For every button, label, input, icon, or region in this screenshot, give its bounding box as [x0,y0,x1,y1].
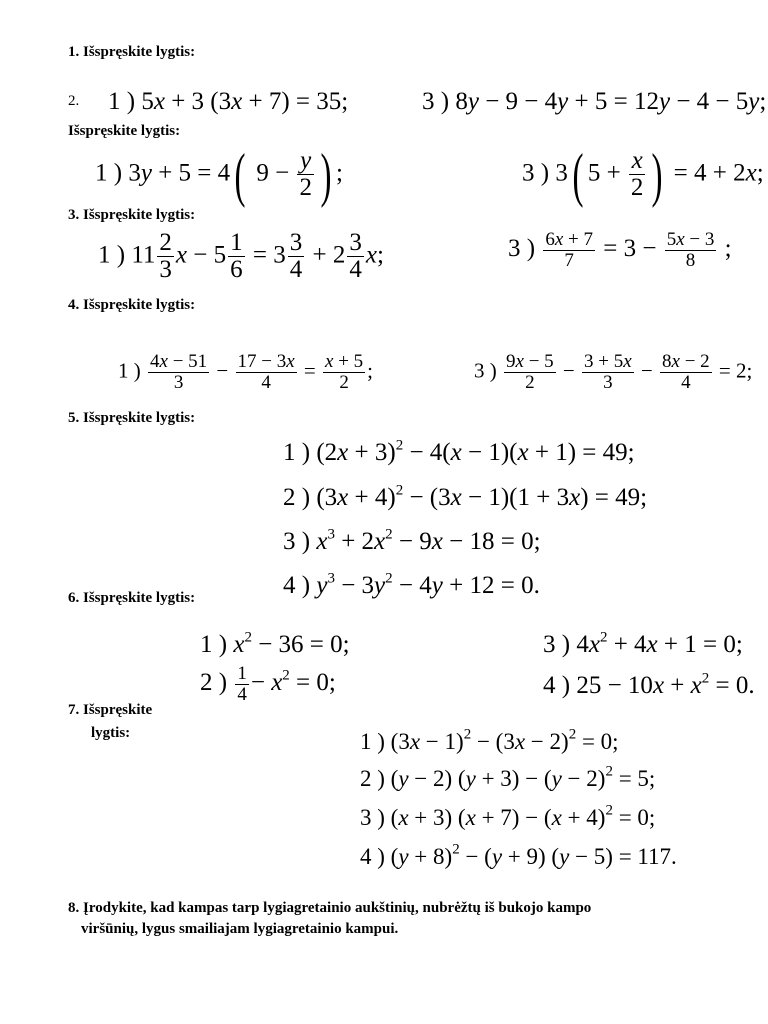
equation-7-4: 4 ) $(y + 8)^2 - (y + 9)$ (y − 5) = 117. [360,841,677,869]
equation-7-3: 3 ) (x + 3) $(x + 7) - (x + 4)^2 = 0$; [360,802,656,830]
equation-5-4: 4 ) $y^3 - 3y^2 - 4y + 12 = 0$. [283,570,540,599]
equation-7-2: 2 ) (y − 2) $(y + 3) - (y - 2)^2 = 5$; [360,763,656,791]
equation-3-1: 1 ) 11 $\frac{2}{3}$ x − 5 $\frac{1}{6}$ = 3 $\frac{3}{4}$ + 2 $\frac{3}{4}$ x; [98,229,384,284]
task-2-number: 2. [68,93,80,109]
task-7-label: 7. Išspręskite [68,702,153,718]
task-7-label-cont: lygtis: [91,725,131,741]
task-3-label: 3. Išspręskite lygtis: [68,207,196,223]
task-8-line-2: viršūnių, lygus smailiajam lygiagretainio kampui. [81,921,399,937]
equation-6-2: 2 ) $\frac{1}{4}$ − $x^2 = 0$; [200,663,336,705]
equation-2b-3: 3 ) 3( 5 + $\frac{x}{2}$ ) = 4 + 2x; [522,141,764,208]
task-6-label: 6. Išspręskite lygtis: [68,590,196,606]
equation-3-3: 3 ) $\frac{6x + 7}{7}$ = 3 − $\frac{5x - 3}{8}$ ; [508,229,732,271]
task-4-label: 4. Išspręskite lygtis: [68,297,196,313]
equation-7-1: 1 ) $(3x - 1)^2 - (3x - 2)^2 = 0$; [360,726,619,754]
equation-6-3: 3 ) $4x^2 + 4x + 1 = 0$; [543,629,743,658]
equation-6-1: 1 ) $x^2 - 36 = 0$; [200,629,350,658]
task-2-label: Išspręskite lygtis: [68,123,181,139]
equation-2-1: 1 ) 5x + 3 (3x + 7) = 35; [108,88,349,115]
task-8-text [68,898,722,940]
equation-2-3: 3 ) 8y − 9 − 4y + 5 = 12y − 4 − 5y; [422,88,767,115]
equation-2b-1: 1 ) 3y + 5 = 4( 9 − $\frac{y}{2}$ ) ; [95,141,343,208]
equation-5-1: 1 ) $(2x + 3)^2 - 4(x - 1)(x + 1) = 49$; [283,437,635,466]
equation-5-2: 2 ) $(3x + 4)^2 - (3x - 1)(1 + 3x) = 49$; [283,482,648,511]
equation-6-4: 4 ) $25 - 10x + x^2 = 0$. [543,670,755,699]
task-5-label: 5. Išspręskite lygtis: [68,410,196,426]
equation-5-3: 3 ) $x^3 + 2x^2 - 9x - 18 = 0$; [283,526,541,555]
task-1-label: 1. Išspręskite lygtis: [68,44,196,60]
equation-4-3: 3 ) $\frac{9x - 5}{2}$ − $\frac{3 + 5x}{3}$ − $\frac{8x - 2}{4}$ = 2; [474,351,753,393]
equation-4-1: 1 ) $\frac{4x - 51}{3}$ − $\frac{17 - 3x}{4}$ = $\frac{x + 5}{2}$ ; [118,351,373,393]
task-8-line-1: 8. Įrodykite, kad kampas tarp lygiagretainio aukštinių, nubrėžtų iš bukojo kampo [68,900,592,916]
